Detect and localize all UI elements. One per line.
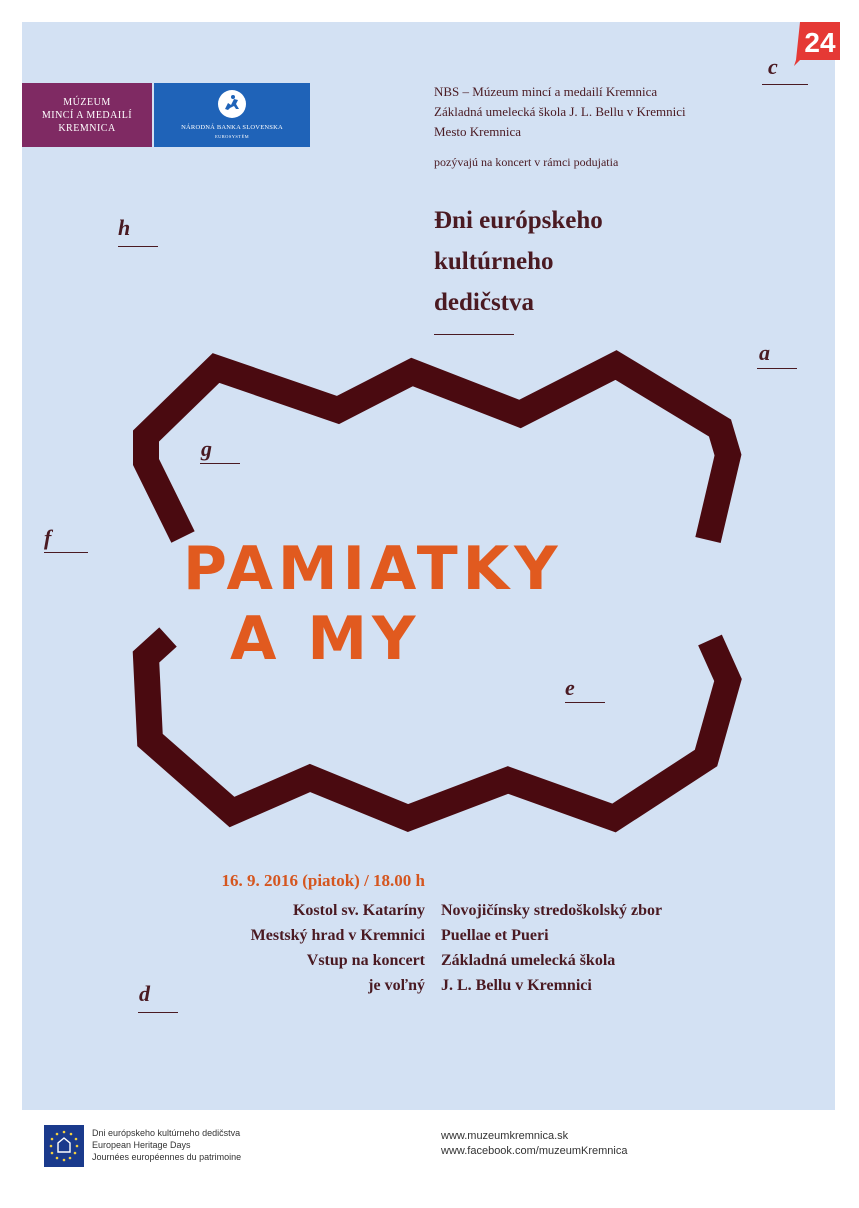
event-title-line: dedičstva: [434, 289, 534, 316]
facebook-link[interactable]: www.facebook.com/muzeumKremnica: [441, 1145, 628, 1157]
badge-label: 24: [804, 27, 836, 58]
event-date: 16. 9. 2016 (piatok) / 18.00 h: [221, 871, 425, 890]
ehd-line: Journées européennes du patrimoine: [92, 1152, 242, 1162]
letter-e: e: [565, 675, 575, 700]
ehd-text: [92, 1127, 241, 1163]
details-right: [441, 898, 662, 998]
organizer-line: Základná umelecká škola J. L. Bellu v Kremnici: [434, 104, 686, 119]
website-link[interactable]: www.muzeumkremnica.sk: [441, 1130, 569, 1142]
letter-g: g: [201, 436, 212, 461]
details-left: [120, 898, 425, 998]
event-title-line: kultúrneho: [434, 248, 554, 275]
detail-line: Základná umelecká škola: [441, 952, 616, 969]
detail-line: Novojičínsky stredoškolský zbor: [441, 902, 663, 919]
top-bracket: [146, 365, 728, 540]
headline-line-1: PAMIATKY: [183, 534, 563, 604]
invite-text: pozývajú na koncert v rámci podujatia: [434, 155, 619, 169]
museum-logo-line: KREMNICA: [58, 122, 116, 134]
detail-line: Vstup na koncert: [306, 952, 425, 969]
detail-line: Kostol sv. Kataríny: [292, 902, 425, 919]
detail-line: Mestský hrad v Kremnici: [250, 927, 425, 944]
european-heritage-days-logo: [44, 1125, 84, 1167]
letter-a: a: [759, 340, 770, 365]
letter-c: c: [768, 54, 778, 79]
detail-line: J. L. Bellu v Kremnici: [441, 977, 592, 994]
letter-h: h: [118, 215, 131, 240]
detail-line: je voľný: [368, 977, 425, 994]
detail-line: Puellae et Pueri: [441, 927, 549, 944]
nbs-logo-name: NÁRODNÁ BANKA SLOVENSKA: [181, 124, 283, 131]
organizer-line: Mesto Kremnica: [434, 124, 522, 139]
organizer-line: NBS – Múzeum mincí a medailí Kremnica: [434, 84, 658, 99]
museum-logo-line: MÚZEUM: [63, 96, 111, 108]
event-title-line: Đni európskeho: [434, 207, 603, 234]
letter-d: d: [139, 981, 150, 1006]
footer-links: [441, 1129, 627, 1159]
headline-line-2: A MY: [230, 604, 421, 674]
ehd-line: European Heritage Days: [92, 1140, 191, 1150]
ehd-line: Dni európskeho kultúrneho dedičstva: [92, 1128, 241, 1138]
nbs-logo-sub: EUROSYSTÉM: [214, 134, 249, 139]
museum-logo-line: MINCÍ A MEDAILÍ: [41, 109, 133, 121]
news-24-badge: [794, 22, 840, 66]
letter-f: f: [44, 525, 52, 550]
